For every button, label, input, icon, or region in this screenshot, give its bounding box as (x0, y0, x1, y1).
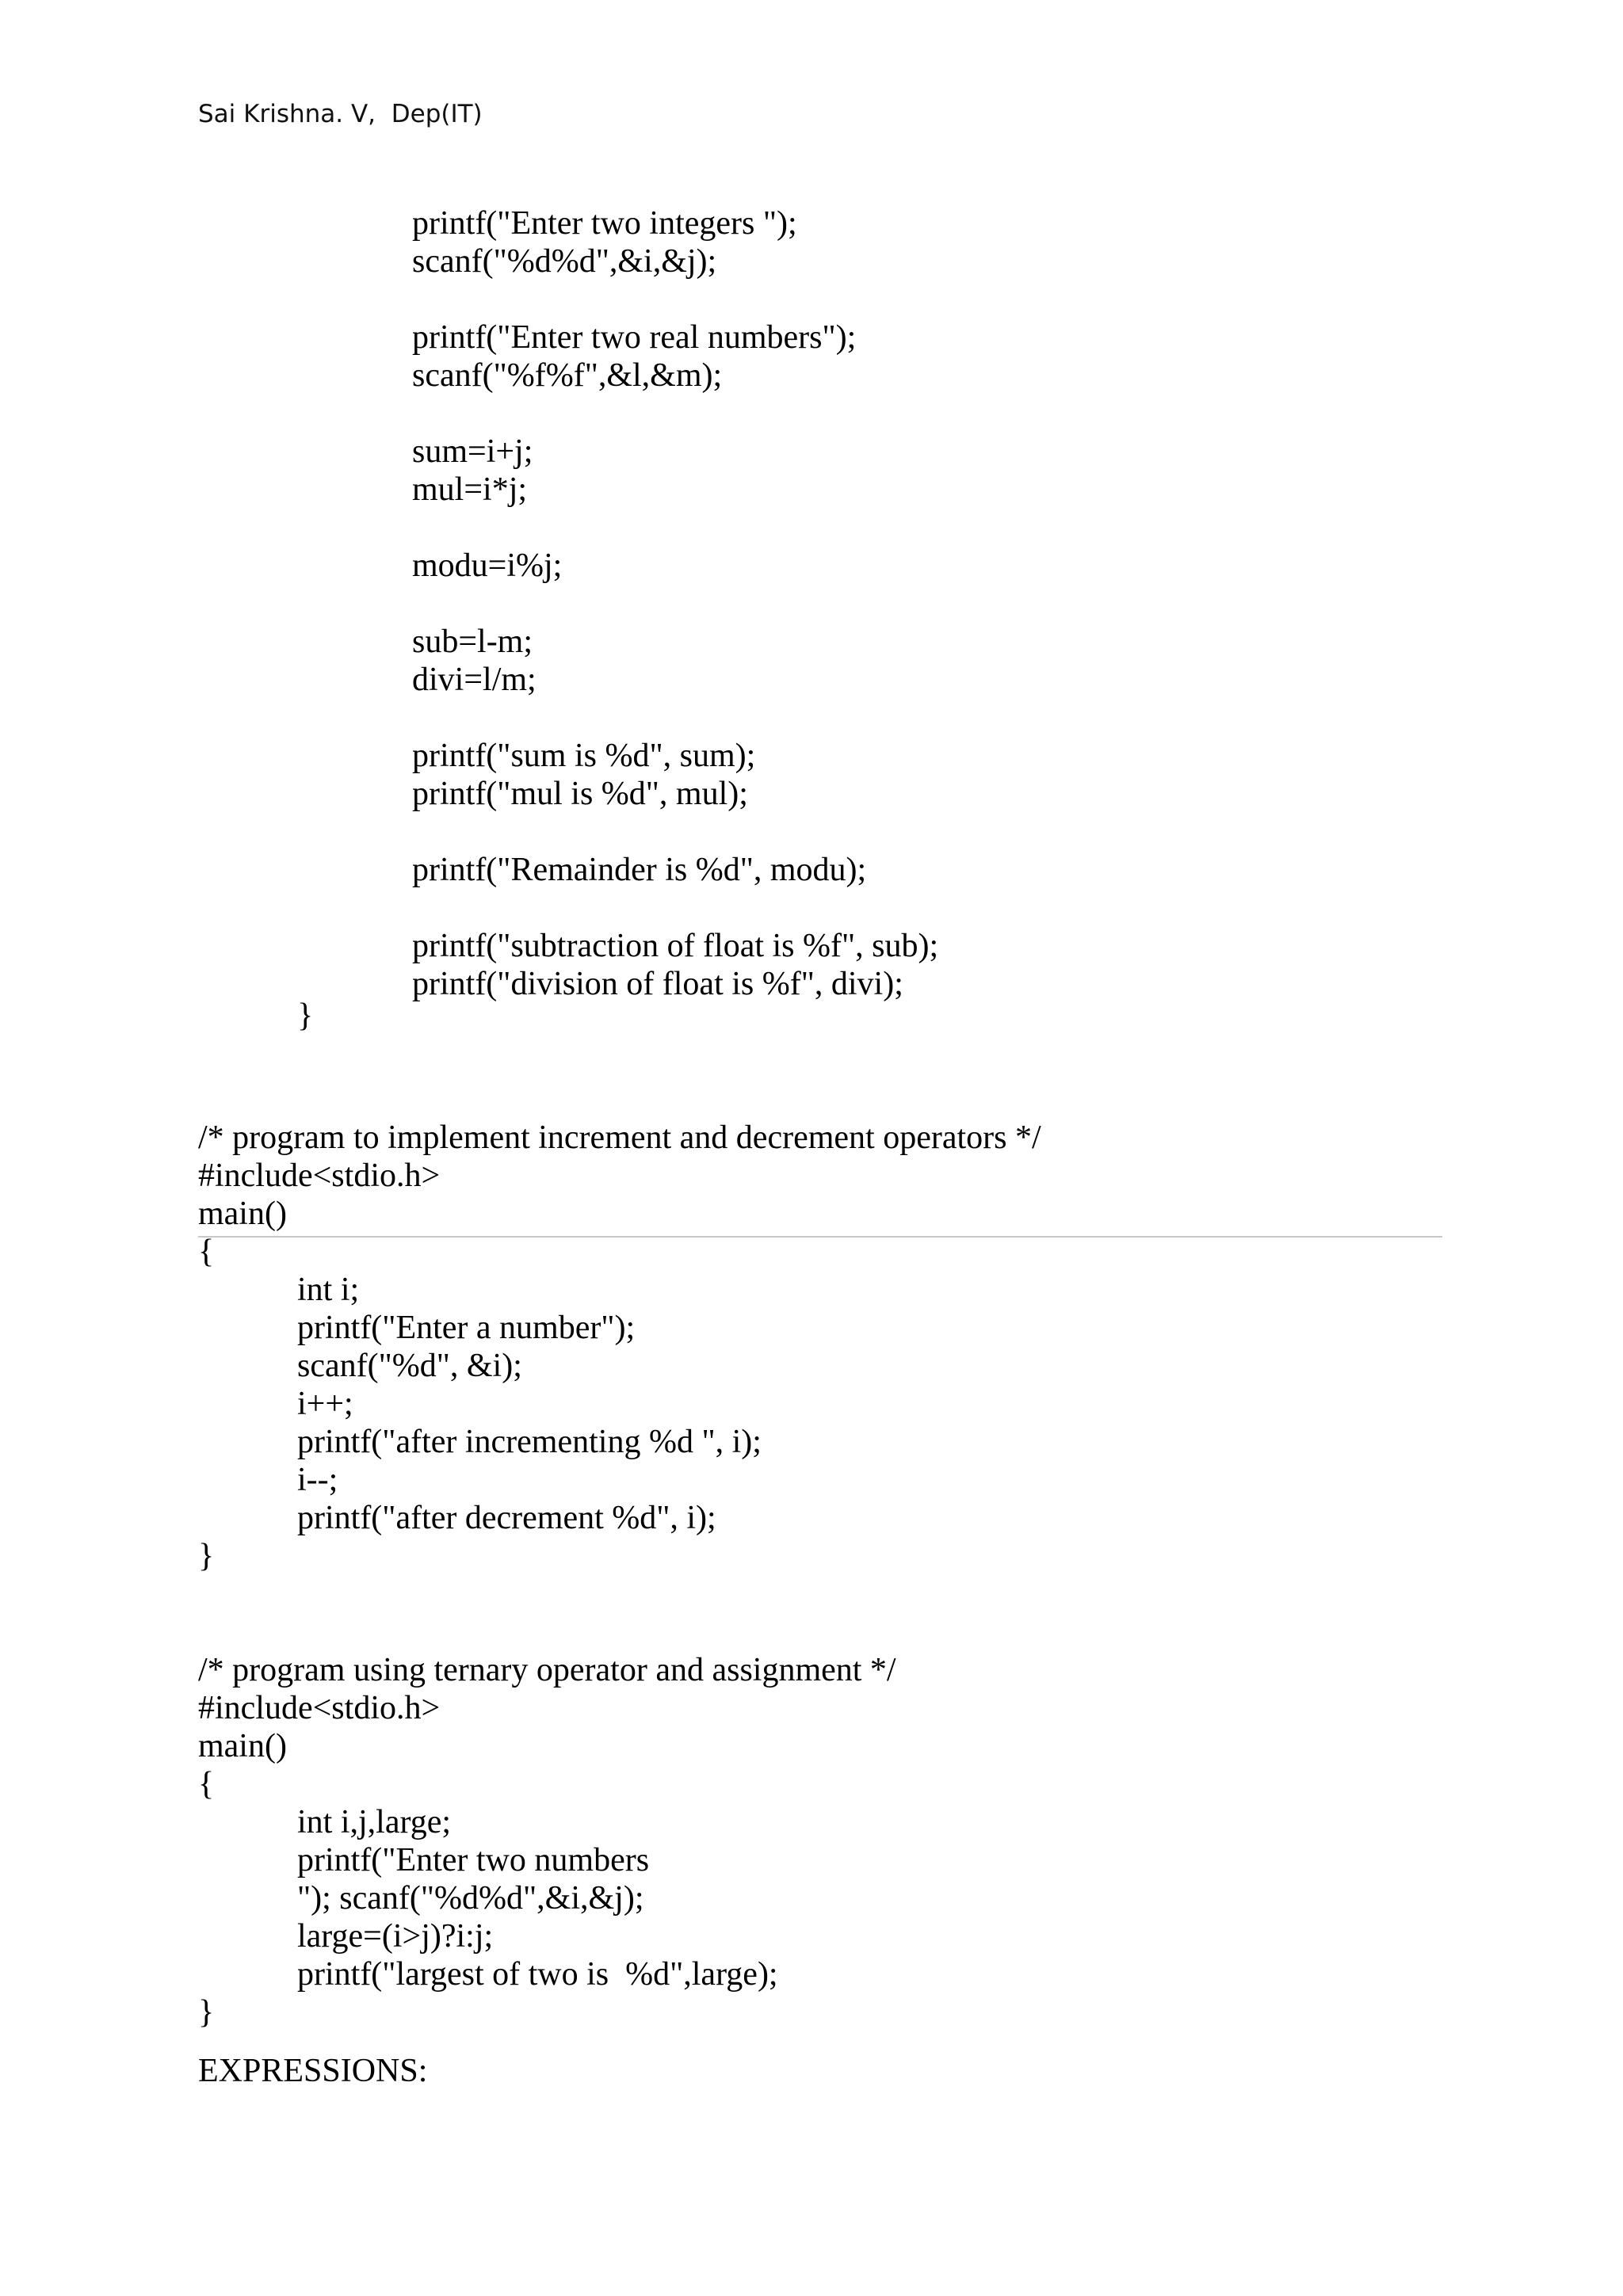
page-divider-line (198, 1236, 1442, 1238)
code-block-increment-header: /* program to implement increment and decrement operators */ #include<stdio.h> main() { (198, 1119, 1041, 1270)
code-block-ternary-header: /* program using ternary operator and assignment */ #include<stdio.h> main() { (198, 1652, 896, 1802)
section-heading-expressions: EXPRESSIONS: (198, 2053, 428, 2089)
page-header-author: Sai Krishna. V, Dep(IT) (198, 100, 483, 128)
code-block-arithmetic-close-brace: } (297, 997, 314, 1034)
code-block-ternary-body: int i,j,large; printf("Enter two numbers "); scanf("%d%d",&i,&j); large=(i>j)?i:j; printf("largest of two is %d",large); (297, 1804, 778, 1993)
code-block-increment-close-brace: } (198, 1538, 215, 1574)
code-block-arithmetic-body: printf("Enter two integers "); scanf("%d%d",&i,&j); printf("Enter two real numbers"); scanf("%f%f",&l,&m); sum=i+j; mul=i*j; modu=i%j; sub=l-m; divi=l/m; printf("sum is %d", sum); printf("mul is %d", mul); printf("Remainder is %d", modu); printf("subtraction of float is %f", sub); printf("division of float is %f", divi); (412, 205, 939, 1002)
code-block-ternary-close-brace: } (198, 1994, 215, 2031)
code-block-increment-body: int i; printf("Enter a number"); scanf("%d", &i); i++; printf("after incrementing %d ", i); i--; printf("after decrement %d", i); (297, 1272, 762, 1536)
